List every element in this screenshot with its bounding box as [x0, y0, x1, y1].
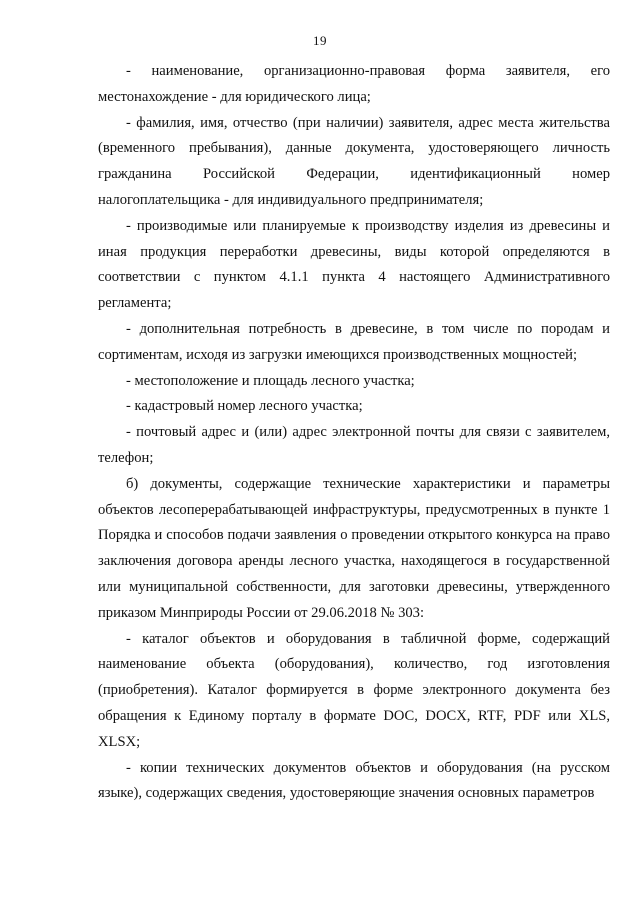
page-number: 19 — [313, 33, 327, 48]
paragraph-contact-address: - почтовый адрес и (или) адрес электронной почты для связи с заявителем, телефон; — [98, 424, 610, 466]
paragraph-additional-wood-need: - дополнительная потребность в древесине, в том числе по породам и сортиментам, исходя из загрузки имеющихся производственных мощностей; — [98, 320, 610, 363]
paragraph-equipment-catalog: - каталог объектов и оборудования в табличной форме, содержащий наименование объекта (оборудования), количество, год изготовления (приобретения). Каталог формируется в форме электронного документа без обращения к Единому порталу в формате DOC, DOCX, RTF, PDF или XLS, XLSX; — [98, 630, 610, 750]
paragraph-technical-documents: б) документы, содержащие технические характеристики и параметры объектов лесоперерабатывающей инфраструктуры, предусмотренных в пункте 1 Порядка и способов подачи заявления о проведении открытого конкурса на право заключения договора аренды лесного участка, находящегося в государственной или муниципальной собственности, для заготовки древесины, утвержденного приказом Минприроды России от 29.06.2018 № 303: — [98, 475, 610, 621]
paragraph-wood-products: - производимые или планируемые к производству изделия из древесины и иная продукция переработки древесины, виды которой определяются в соответствии с пунктом 4.1.1 пункта 4 настоящего Административного регламента; — [98, 217, 610, 312]
paragraph-forest-plot-location: - местоположение и площадь лесного участка; — [126, 372, 415, 389]
paragraph-cadastral-number: - кадастровый номер лесного участка; — [126, 398, 363, 415]
paragraph-organization-name: - наименование, организационно-правовая форма заявителя, его местонахождение - для юридического лица; — [98, 63, 610, 105]
document-body — [98, 59, 610, 807]
paragraph-applicant-personal-data: - фамилия, имя, отчество (при наличии) заявителя, адрес места жительства (временного пребывания), данные документа, удостоверяющего личность гражданина Российской Федерации, идентификационный номер налогоплательщика - для индивидуального предпринимателя; — [98, 114, 610, 208]
paragraph-technical-document-copies: - копии технических документов объектов и оборудования (на русском языке), содержащих сведения, удостоверяющие значения основных параметров — [98, 759, 610, 802]
